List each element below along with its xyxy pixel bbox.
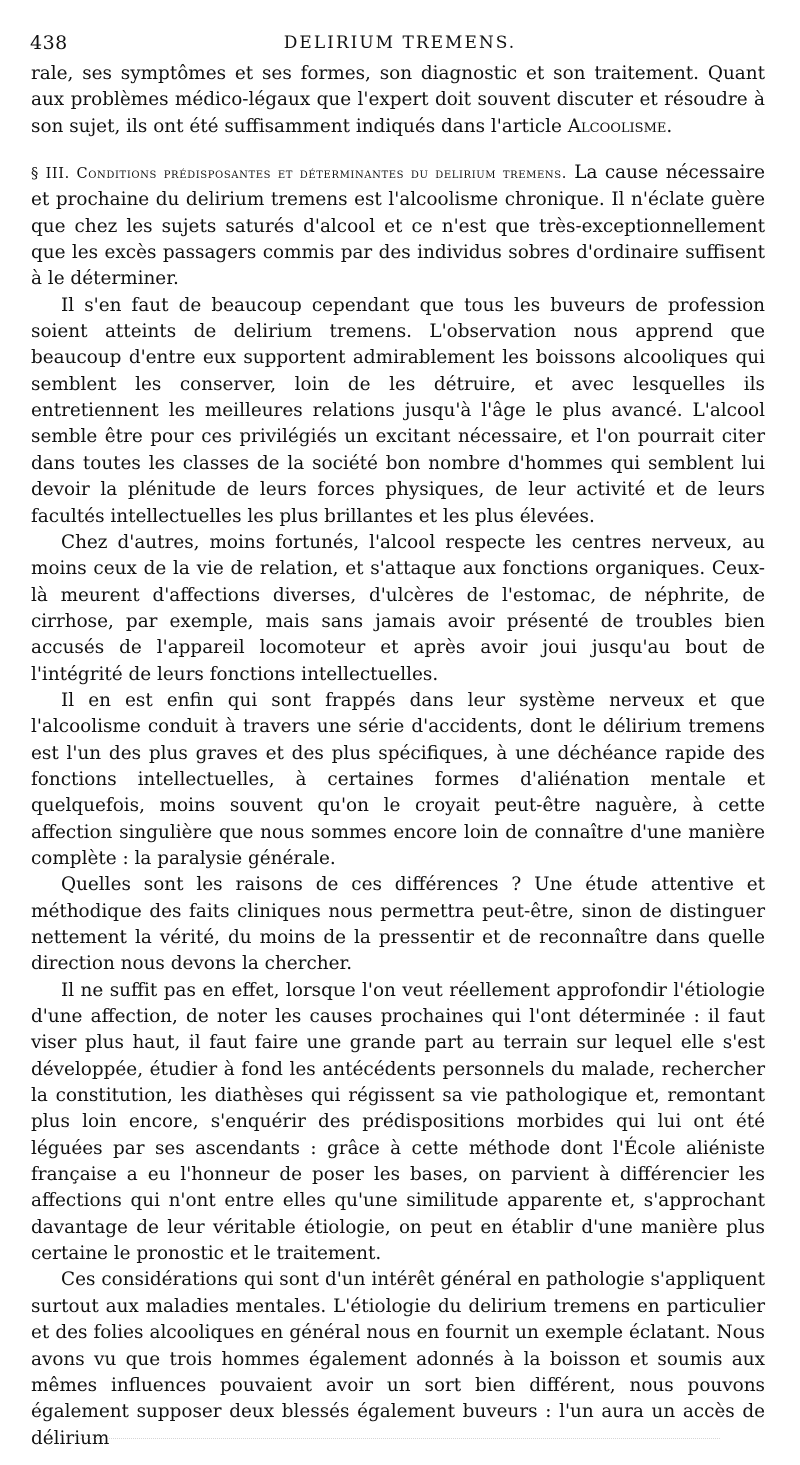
article-reference: Alcoolisme. [567,115,673,137]
paragraph-text: La cause nécessaire et prochaine du delirium tremens est l'alcoolisme chronique. Il n'éclate guère que chez les sujets saturés d'alcool et ce n'est que très-exceptionnellement que les excès passagers commis par des individus sobres d'ordinaire suffisent à le déterminer. [31,162,766,290]
paragraph-continuation [31,61,765,140]
paragraph-section-opening [31,160,765,293]
paragraph: Il en est enfin qui sont frappés dans leur système nerveux et que l'alcoolisme conduit à travers une série d'accidents, dont le délirium tremens est l'un des plus graves et des plus spécifiques, à une déchéance rapide des fonctions intellectuelles, à certaines formes d'aliénation mentale et quelquefois, moins souvent qu'on le croyait peut-être naguère, à cette affection singulière que nous sommes encore loin de connaître d'une manière complète : la paralysie générale. [31,689,765,869]
page-bottom-rule [80,1428,720,1439]
paragraph: Quelles sont les raisons de ces différences ? Une étude attentive et méthodique des faits cliniques nous permettra peut-être, sinon de distinguer nettement la vérité, du moins de la pressentir et de reconnaître dans quelle direction nous devons la chercher. [31,874,765,975]
body-text [31,61,765,1452]
paragraph-text: rale, ses symptômes et ses formes, son diagnostic et son traitement. Quant aux problèmes médico-légaux que l'expert doit souvent discuter et résoudre à son sujet, ils ont été suffisamment indiqués dans l'article [31,63,765,137]
running-head: DELIRIUM TREMENS. [283,33,517,53]
section-heading: § III. Conditions prédisposantes et déterminantes du delirium tremens. [31,166,567,183]
paragraph: Ces considérations qui sont d'un intérêt général en pathologie s'appliquent surtout aux maladies mentales. L'étiologie du delirium tremens en particulier et des folies alcooliques en général nous en fournit un exemple éclatant. Nous avons vu que trois hommes également adonnés à la boisson et soumis aux mêmes influences pouvaient avoir un sort bien différent, nous pouvons également supposer deux blessés également buveurs : l'un aura un accès de délirium [31,1269,765,1449]
page-number: 438 [30,32,68,54]
paragraph: Chez d'autres, moins fortunés, l'alcool respecte les centres nerveux, au moins ceux de la vie de relation, et s'attaque aux fonctions organiques. Ceux-là meurent d'affections diverses, d'ulcères de l'estomac, de néphrite, de cirrhose, par exemple, mais sans jamais avoir présenté de troubles bien accusés de l'appareil locomoteur et après avoir joui jusqu'au bout de l'intégrité de leurs fonctions intellectuelles. [31,531,765,685]
page-header [30,32,770,56]
paragraph: Il ne suffit pas en effet, lorsque l'on veut réellement approfondir l'étiologie d'une affection, de noter les causes prochaines qui l'ont déterminée : il faut viser plus haut, il faut faire une grande part au terrain sur lequel elle s'est développée, étudier à fond les antécédents personnels du malade, rechercher la constitution, les diathèses qui régissent sa vie pathologique et, remontant plus loin encore, s'enquérir des prédispositions morbides qui lui ont été léguées par ses ascendants : grâce à cette méthode dont l'École aliéniste française a eu l'honneur de poser les bases, on parvient à différencier les affections qui n'ont entre elles qu'une similitude apparente et, s'approchant davantage de leur véritable étiologie, on peut en établir d'une manière plus certaine le pronostic et le traitement. [31,979,765,1265]
paragraph: Il s'en faut de beaucoup cependant que tous les buveurs de profession soient atteints de delirium tremens. L'observation nous apprend que beaucoup d'entre eux supportent admirablement les boissons alcooliques qui semblent les conserver, loin de les détruire, et avec lesquelles ils entretiennent les meilleures relations jusqu'à l'âge le plus avancé. L'alcool semble être pour ces privilégiés un excitant nécessaire, et l'on pourrait citer dans toutes les classes de la société bon nombre d'hommes qui semblent lui devoir la plénitude de leurs forces physiques, de leur activité et de leurs facultés intellectuelles les plus brillantes et les plus élevées. [31,294,765,527]
